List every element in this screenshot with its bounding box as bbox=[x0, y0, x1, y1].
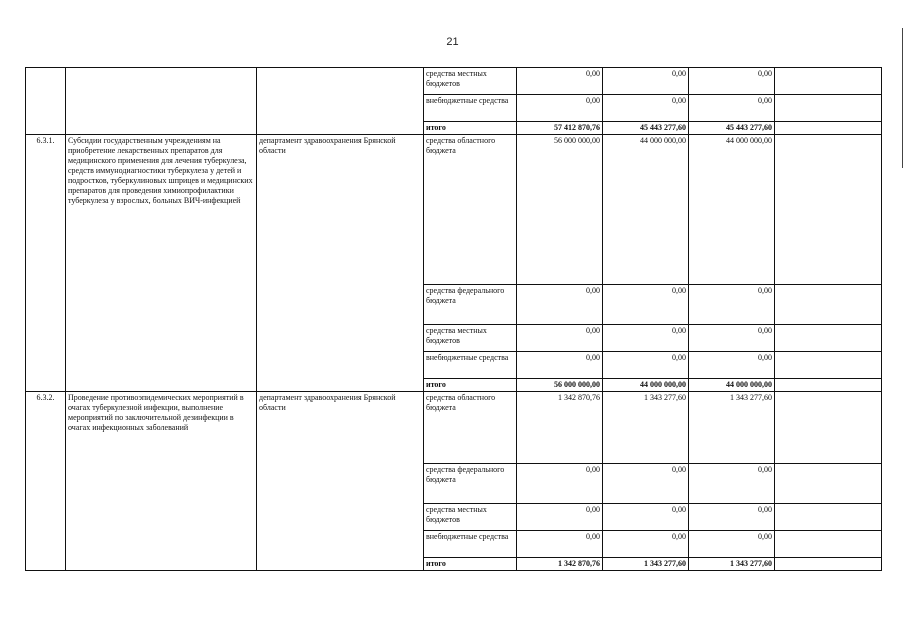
value-year-1: 0,00 bbox=[517, 531, 603, 558]
value-year-2: 0,00 bbox=[603, 325, 689, 352]
value-year-1: 0,00 bbox=[517, 95, 603, 122]
funding-source: средства местных бюджетов bbox=[424, 68, 517, 95]
value-year-3: 0,00 bbox=[689, 95, 775, 122]
table-row bbox=[26, 392, 882, 464]
table-row bbox=[26, 68, 882, 95]
item-name: Проведение противоэпидемических мероприятий в очагах туберкулезной инфекции, выполнение мероприятий по заключительной дезинфекции в очагах инфекционных заболеваний bbox=[66, 392, 257, 571]
note-cell bbox=[775, 504, 882, 531]
executor-cell bbox=[257, 68, 424, 135]
value-year-1: 57 412 870,76 bbox=[517, 122, 603, 135]
funding-source: внебюджетные средства bbox=[424, 95, 517, 122]
funding-source: средства областного бюджета bbox=[424, 392, 517, 464]
name-cell bbox=[66, 68, 257, 135]
funding-source: средства местных бюджетов bbox=[424, 504, 517, 531]
funding-source: итого bbox=[424, 122, 517, 135]
item-executor: департамент здравоохранения Брянской области bbox=[257, 392, 424, 571]
value-year-2: 0,00 bbox=[603, 68, 689, 95]
funding-source: итого bbox=[424, 558, 517, 571]
funding-source: внебюджетные средства bbox=[424, 352, 517, 379]
funding-source: средства федерального бюджета bbox=[424, 464, 517, 504]
value-year-2: 0,00 bbox=[603, 464, 689, 504]
item-code: 6.3.1. bbox=[26, 135, 66, 392]
note-cell bbox=[775, 558, 882, 571]
value-year-3: 0,00 bbox=[689, 504, 775, 531]
value-year-2: 44 000 000,00 bbox=[603, 379, 689, 392]
value-year-2: 0,00 bbox=[603, 285, 689, 325]
value-year-3: 0,00 bbox=[689, 531, 775, 558]
funding-source: средства местных бюджетов bbox=[424, 325, 517, 352]
value-year-3: 45 443 277,60 bbox=[689, 122, 775, 135]
value-year-3: 0,00 bbox=[689, 68, 775, 95]
value-year-2: 0,00 bbox=[603, 531, 689, 558]
code-cell bbox=[26, 68, 66, 135]
note-cell bbox=[775, 285, 882, 325]
item-code: 6.3.2. bbox=[26, 392, 66, 571]
note-cell bbox=[775, 68, 882, 95]
value-year-2: 1 343 277,60 bbox=[603, 558, 689, 571]
item-name: Субсидии государственным учреждениям на приобретение лекарственных препаратов для медицинского применения для лечения туберкулеза, средств иммунодиагностики туберкулеза у детей и подростков, туберкулиновых шприцев и медицинских препаратов для проведения химиопрофилактики туберкулеза у взрослых, больных ВИЧ-инфекцией bbox=[66, 135, 257, 392]
page-number: 21 bbox=[446, 36, 459, 48]
note-cell bbox=[775, 325, 882, 352]
value-year-1: 56 000 000,00 bbox=[517, 379, 603, 392]
value-year-1: 0,00 bbox=[517, 504, 603, 531]
table-row bbox=[26, 135, 882, 285]
value-year-2: 0,00 bbox=[603, 352, 689, 379]
note-cell bbox=[775, 122, 882, 135]
value-year-2: 1 343 277,60 bbox=[603, 392, 689, 464]
value-year-3: 0,00 bbox=[689, 285, 775, 325]
note-cell bbox=[775, 352, 882, 379]
budget-table bbox=[25, 67, 882, 571]
funding-source: внебюджетные средства bbox=[424, 531, 517, 558]
note-cell bbox=[775, 95, 882, 122]
value-year-3: 0,00 bbox=[689, 325, 775, 352]
value-year-1: 0,00 bbox=[517, 285, 603, 325]
value-year-1: 0,00 bbox=[517, 325, 603, 352]
funding-source: средства федерального бюджета bbox=[424, 285, 517, 325]
funding-source: средства областного бюджета bbox=[424, 135, 517, 285]
value-year-1: 1 342 870,76 bbox=[517, 558, 603, 571]
funding-source: итого bbox=[424, 379, 517, 392]
value-year-3: 1 343 277,60 bbox=[689, 558, 775, 571]
value-year-1: 0,00 bbox=[517, 352, 603, 379]
note-cell bbox=[775, 379, 882, 392]
note-cell bbox=[775, 392, 882, 464]
value-year-2: 45 443 277,60 bbox=[603, 122, 689, 135]
value-year-1: 0,00 bbox=[517, 464, 603, 504]
value-year-3: 0,00 bbox=[689, 352, 775, 379]
value-year-1: 56 000 000,00 bbox=[517, 135, 603, 285]
item-executor: департамент здравоохранения Брянской области bbox=[257, 135, 424, 392]
value-year-2: 44 000 000,00 bbox=[603, 135, 689, 285]
note-cell bbox=[775, 135, 882, 285]
value-year-2: 0,00 bbox=[603, 95, 689, 122]
note-cell bbox=[775, 531, 882, 558]
value-year-3: 0,00 bbox=[689, 464, 775, 504]
value-year-1: 1 342 870,76 bbox=[517, 392, 603, 464]
note-cell bbox=[775, 464, 882, 504]
value-year-1: 0,00 bbox=[517, 68, 603, 95]
value-year-3: 1 343 277,60 bbox=[689, 392, 775, 464]
value-year-3: 44 000 000,00 bbox=[689, 379, 775, 392]
value-year-3: 44 000 000,00 bbox=[689, 135, 775, 285]
value-year-2: 0,00 bbox=[603, 504, 689, 531]
margin-line bbox=[902, 28, 903, 168]
